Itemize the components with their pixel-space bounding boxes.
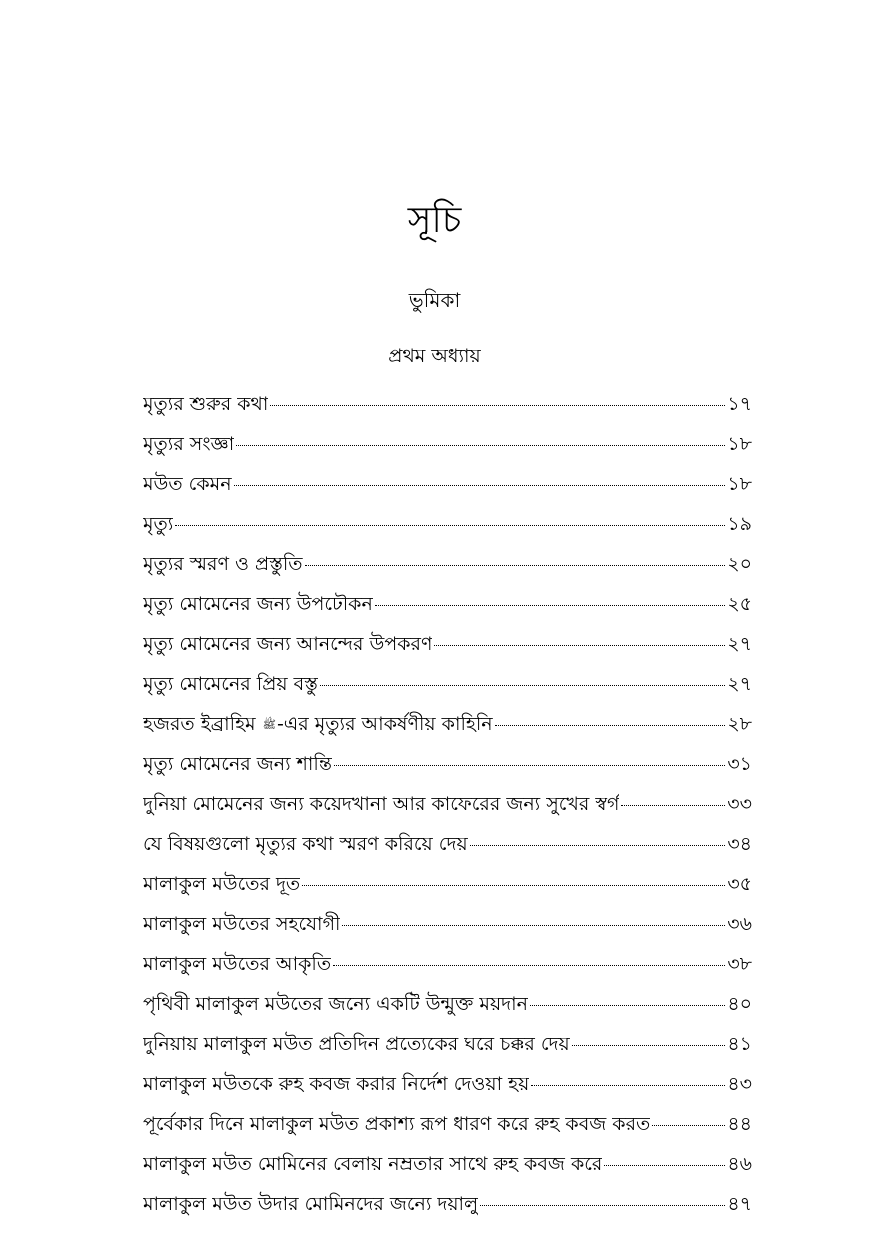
toc-entry-title: দুনিয়ায় মালাকুল মউত প্রতিদিন প্রত্যেকের ঘরে চক্কর দেয় bbox=[143, 1033, 570, 1055]
toc-entry-page: ৪১ bbox=[727, 1033, 752, 1055]
dot-leader bbox=[572, 1045, 726, 1046]
toc-entry bbox=[143, 428, 752, 468]
dot-leader bbox=[604, 1165, 725, 1166]
toc-entry-page: ২০ bbox=[727, 553, 752, 575]
toc-entry bbox=[143, 468, 752, 508]
toc-entry bbox=[143, 868, 752, 908]
toc-entry-page: ৪৭ bbox=[727, 1193, 752, 1215]
toc-entry-page: ৩৫ bbox=[727, 873, 752, 895]
intro-heading: ভুমিকা bbox=[408, 288, 461, 312]
toc-entry bbox=[143, 948, 752, 988]
toc-entry bbox=[143, 548, 752, 588]
dot-leader bbox=[175, 525, 725, 526]
dot-leader bbox=[531, 1085, 725, 1086]
dot-leader bbox=[652, 1125, 725, 1126]
table-of-contents bbox=[143, 388, 752, 1228]
toc-entry-title: দুনিয়া মোমেনের জন্য কয়েদখানা আর কাফেরের জন্য সুখের স্বর্গ bbox=[143, 793, 620, 815]
toc-entry-title: পূর্বেকার দিনে মালাকুল মউত প্রকাশ্য রূপ ধারণ করে রুহ কবজ করত bbox=[143, 1113, 651, 1135]
toc-entry bbox=[143, 1108, 752, 1148]
toc-entry-page: ১৮ bbox=[727, 433, 752, 455]
toc-entry bbox=[143, 1068, 752, 1108]
toc-entry-title: পৃথিবী মালাকুল মউতের জন্যে একটি উন্মুক্ত ময়দান bbox=[143, 993, 528, 1015]
dot-leader bbox=[320, 685, 725, 686]
toc-entry-title: মৃত্যু মোমেনের জন্য আনন্দের উপকরণ bbox=[143, 633, 433, 655]
toc-entry bbox=[143, 988, 752, 1028]
dot-leader bbox=[333, 965, 725, 966]
toc-entry bbox=[143, 748, 752, 788]
toc-entry-title-start: হজরত ইব্রাহিম bbox=[143, 713, 262, 735]
toc-entry-title-end: -এর মৃত্যুর আকর্ষণীয় কাহিনি bbox=[276, 713, 493, 735]
dot-leader bbox=[434, 645, 725, 646]
dot-leader bbox=[270, 405, 725, 406]
chapter-heading: প্রথম অধ্যায় bbox=[388, 345, 481, 367]
toc-entry-title: মৃত্যু bbox=[143, 513, 174, 535]
toc-entry-page: ৪৪ bbox=[727, 1113, 752, 1135]
toc-entry-title: মৃত্যু মোমেনের জন্য শান্তি bbox=[143, 753, 332, 775]
toc-entry-title: মালাকুল মউতের সহযোগী bbox=[143, 913, 341, 935]
toc-entry bbox=[143, 1148, 752, 1188]
toc-entry-title: মৃত্যু মোমেনের জন্য উপঢৌকন bbox=[143, 593, 373, 615]
toc-entry-title: মৃত্যুর শুরুর কথা bbox=[143, 393, 269, 415]
toc-entry-page: ২৫ bbox=[727, 593, 752, 615]
toc-entry bbox=[143, 628, 752, 668]
dot-leader bbox=[621, 805, 725, 806]
toc-entry bbox=[143, 668, 752, 708]
dot-leader bbox=[302, 885, 725, 886]
toc-entry-page: ৩৮ bbox=[727, 953, 752, 975]
toc-entry-title: মালাকুল মউতকে রুহ কবজ করার নির্দেশ দেওয়া হয় bbox=[143, 1073, 530, 1095]
toc-entry-title: মালাকুল মউতের আকৃতি bbox=[143, 953, 332, 975]
dot-leader bbox=[234, 485, 726, 486]
toc-entry-title: মৃত্যু মোমেনের প্রিয় বস্তু bbox=[143, 673, 318, 695]
toc-entry-page: ২৭ bbox=[727, 633, 752, 655]
toc-entry-title: মালাকুল মউত মোমিনের বেলায় নম্রতার সাথে রুহ কবজ করে bbox=[143, 1153, 603, 1175]
toc-entry bbox=[143, 1028, 752, 1068]
toc-entry bbox=[143, 908, 752, 948]
toc-entry-page: ১৮ bbox=[727, 473, 752, 495]
toc-entry bbox=[143, 588, 752, 628]
dot-leader bbox=[236, 445, 725, 446]
toc-entry-title bbox=[143, 708, 493, 740]
toc-entry bbox=[143, 828, 752, 868]
toc-entry-title: মালাকুল মউতের দূত bbox=[143, 873, 301, 895]
honorific-symbol: ﷺ bbox=[262, 717, 276, 731]
toc-entry-page: ৩৬ bbox=[727, 913, 752, 935]
dot-leader bbox=[375, 605, 726, 606]
toc-entry-title: যে বিষয়গুলো মৃত্যুর কথা স্মরণ করিয়ে দেয় bbox=[143, 833, 468, 855]
page-title: সূচি bbox=[407, 200, 462, 241]
toc-entry bbox=[143, 508, 752, 548]
toc-entry bbox=[143, 708, 752, 748]
dot-leader bbox=[470, 845, 726, 846]
toc-entry-page: ৩৪ bbox=[727, 833, 752, 855]
toc-entry-page: ৪০ bbox=[727, 993, 752, 1015]
dot-leader bbox=[480, 1205, 725, 1206]
toc-entry-page: ৪৬ bbox=[727, 1153, 752, 1175]
dot-leader bbox=[334, 765, 725, 766]
toc-entry-title: মালাকুল মউত উদার মোমিনদের জন্যে দয়ালু bbox=[143, 1193, 479, 1215]
dot-leader bbox=[495, 725, 726, 726]
toc-entry bbox=[143, 388, 752, 428]
toc-entry-title: মৃত্যুর সংজ্ঞা bbox=[143, 433, 235, 455]
toc-entry-page: ৪৩ bbox=[727, 1073, 752, 1095]
toc-entry-title: মৃত্যুর স্মরণ ও প্রস্তুতি bbox=[143, 553, 303, 575]
toc-entry-page: ৩৩ bbox=[727, 793, 752, 815]
toc-entry-title: মউত কেমন bbox=[143, 473, 232, 495]
toc-entry-page: ২৮ bbox=[727, 713, 752, 735]
toc-entry bbox=[143, 1188, 752, 1228]
dot-leader bbox=[342, 925, 725, 926]
toc-entry-page: ১৭ bbox=[727, 393, 752, 415]
toc-entry-page: ১৯ bbox=[727, 513, 752, 535]
toc-entry-page: ২৭ bbox=[727, 673, 752, 695]
dot-leader bbox=[305, 565, 726, 566]
toc-entry-page: ৩১ bbox=[727, 753, 752, 775]
dot-leader bbox=[530, 1005, 725, 1006]
toc-entry bbox=[143, 788, 752, 828]
